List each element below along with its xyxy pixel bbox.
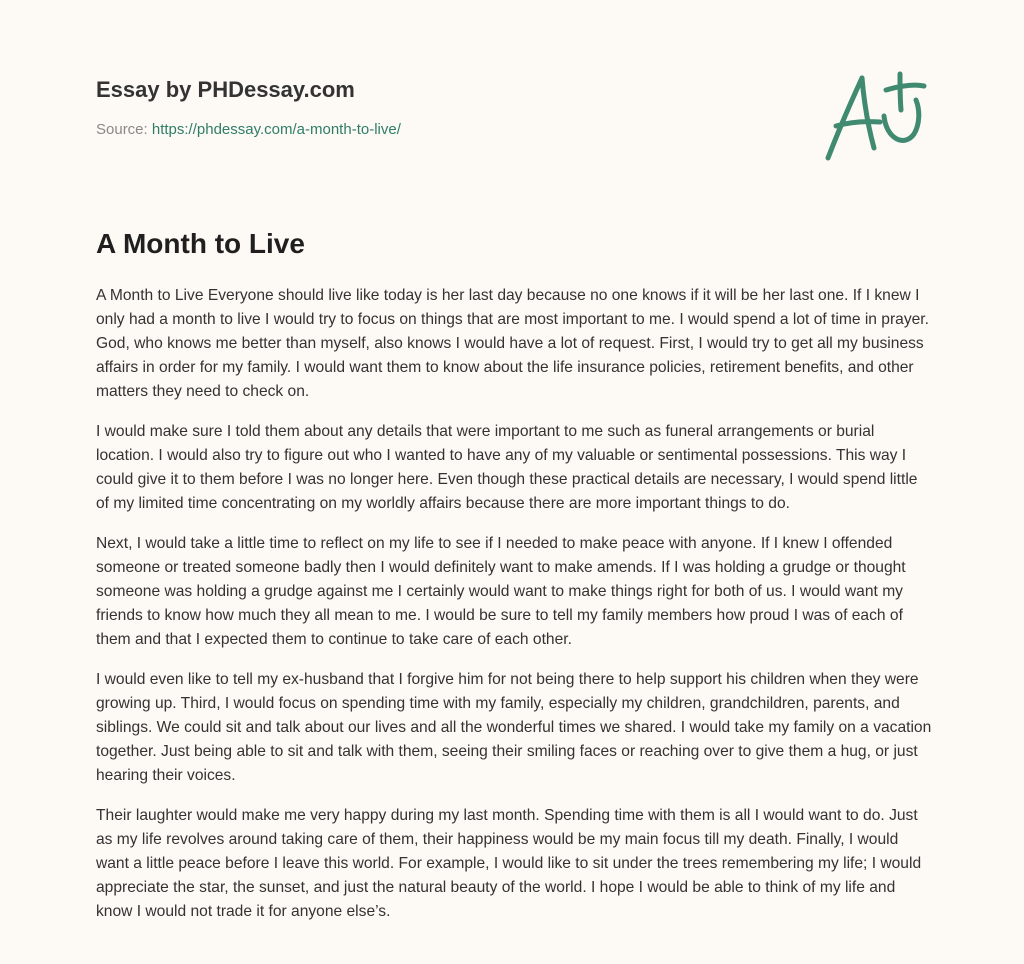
brand-title: Essay by PHDessay.com [96, 77, 355, 102]
essay-paragraph: I would even like to tell my ex-husband that I forgive him for not being there to help support his children when they were growing up. Third, I would focus on spending time with my family, especially my children, grandchildren, parents, and siblings. We could sit and talk about our lives and all the wonderful times we shared. I would take my family on a vacation together. Just being able to sit and talk with them, seeing their smiling faces or reaching over to give them a hug, or just hearing their voices. [96, 671, 932, 784]
source-label: Source: [96, 121, 152, 138]
essay-paragraph: Next, I would take a little time to reflect on my life to see if I needed to make peace with anyone. If I knew I offended someone or treated someone badly then I would definitely want to make amends. If I was holding a grudge or thought someone was holding a grudge against me I certainly would want to make things right for both of us. I would want my friends to know how much they all mean to me. I would be sure to tell my family members how proud I was of each of them and that I expected them to continue to take care of each other. [96, 535, 906, 648]
source-line [96, 120, 796, 140]
essay-title: A Month to Live [96, 228, 305, 259]
essay-body [96, 284, 932, 940]
a-plus-grade-icon [816, 64, 932, 168]
essay-paragraph: Their laughter would make me very happy during my last month. Spending time with them is all I would want to do. Just as my life revolves around taking care of them, their happiness would be my main focus till my death. Finally, I would want a little peace before I leave this world. For example, I would like to sit under the trees remembering my life; I would appreciate the star, the sunset, and just the natural beauty of the world. I hope I would be able to think of my life and know I would not trade it for anyone else’s. [96, 807, 922, 920]
source-link[interactable]: https://phdessay.com/a-month-to-live/ [151, 121, 401, 138]
page-header [96, 76, 796, 140]
essay-paragraph: I would make sure I told them about any details that were important to me such as funeral arrangements or burial location. I would also try to figure out who I wanted to have any of my valuable or sentimental possessions. This way I could give it to them before I was no longer here. Even though these practical details are necessary, I would spend little of my limited time concentrating on my worldly affairs because there are more important things to do. [96, 423, 918, 512]
essay-paragraph: A Month to Live Everyone should live like today is her last day because no one knows if it will be her last one. If I knew I only had a month to live I would try to focus on things that are most important to me. I would spend a lot of time in prayer. God, who knows me better than myself, also knows I would have a lot of request. First, I would try to get all my business affairs in order for my family. I would want them to know about the life insurance policies, retirement benefits, and other matters they need to check on. [96, 287, 929, 400]
